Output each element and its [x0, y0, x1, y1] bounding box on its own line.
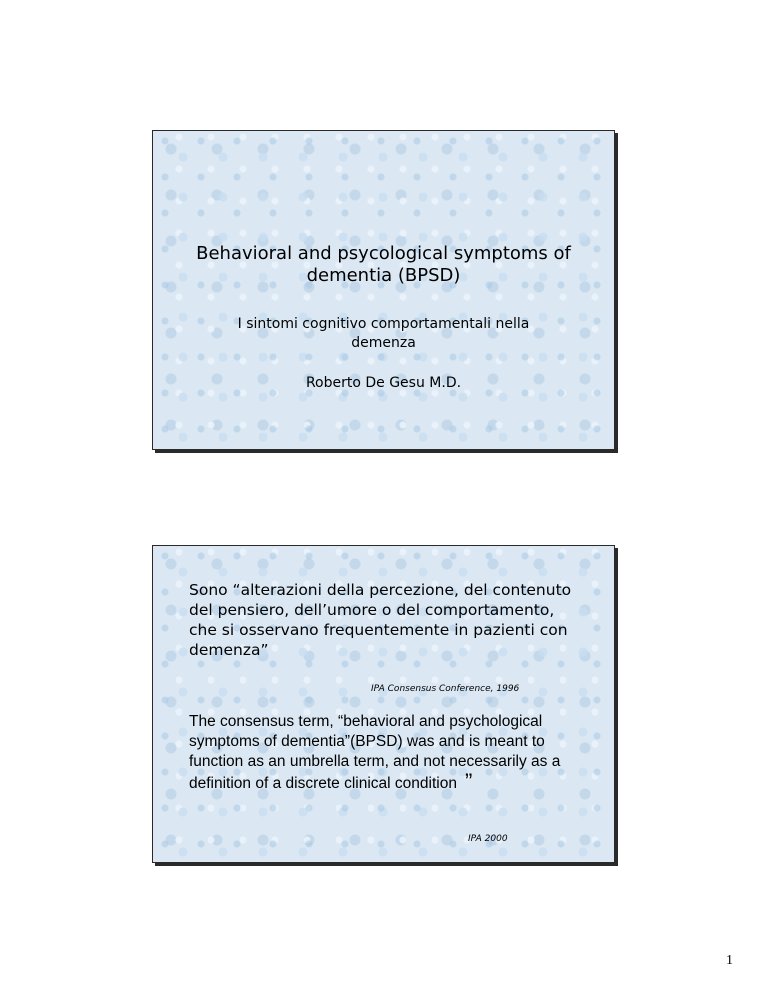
closing-quote-mark: ” [464, 769, 473, 794]
page-number: 1 [726, 953, 733, 968]
slide-author: Roberto De Gesu M.D. [305, 375, 462, 391]
slide-title: Behavioral and psycological symptoms of dementia (BPSD) [196, 243, 571, 286]
paragraph-citation: IPA 2000 [468, 834, 508, 844]
consensus-paragraph [189, 712, 579, 794]
slide-2 [152, 545, 615, 863]
consensus-paragraph-text: The consensus term, “behavioral and psychological symptoms of dementia”(BPSD) was and is meant to function as an umbrella term, and not necessarily as a definition of a discrete clinical condition [189, 713, 561, 792]
slide-1 [152, 130, 615, 450]
slide-subtitle: I sintomi cognitivo comportamentali nella demenza [237, 316, 530, 351]
quote-citation: IPA Consensus Conference, 1996 [371, 684, 520, 694]
definition-quote: Sono “alterazioni della percezione, del contenuto del pensiero, dell’umore o del comportamento, che si osservano frequentemente in pazienti con demenza” [189, 581, 572, 659]
